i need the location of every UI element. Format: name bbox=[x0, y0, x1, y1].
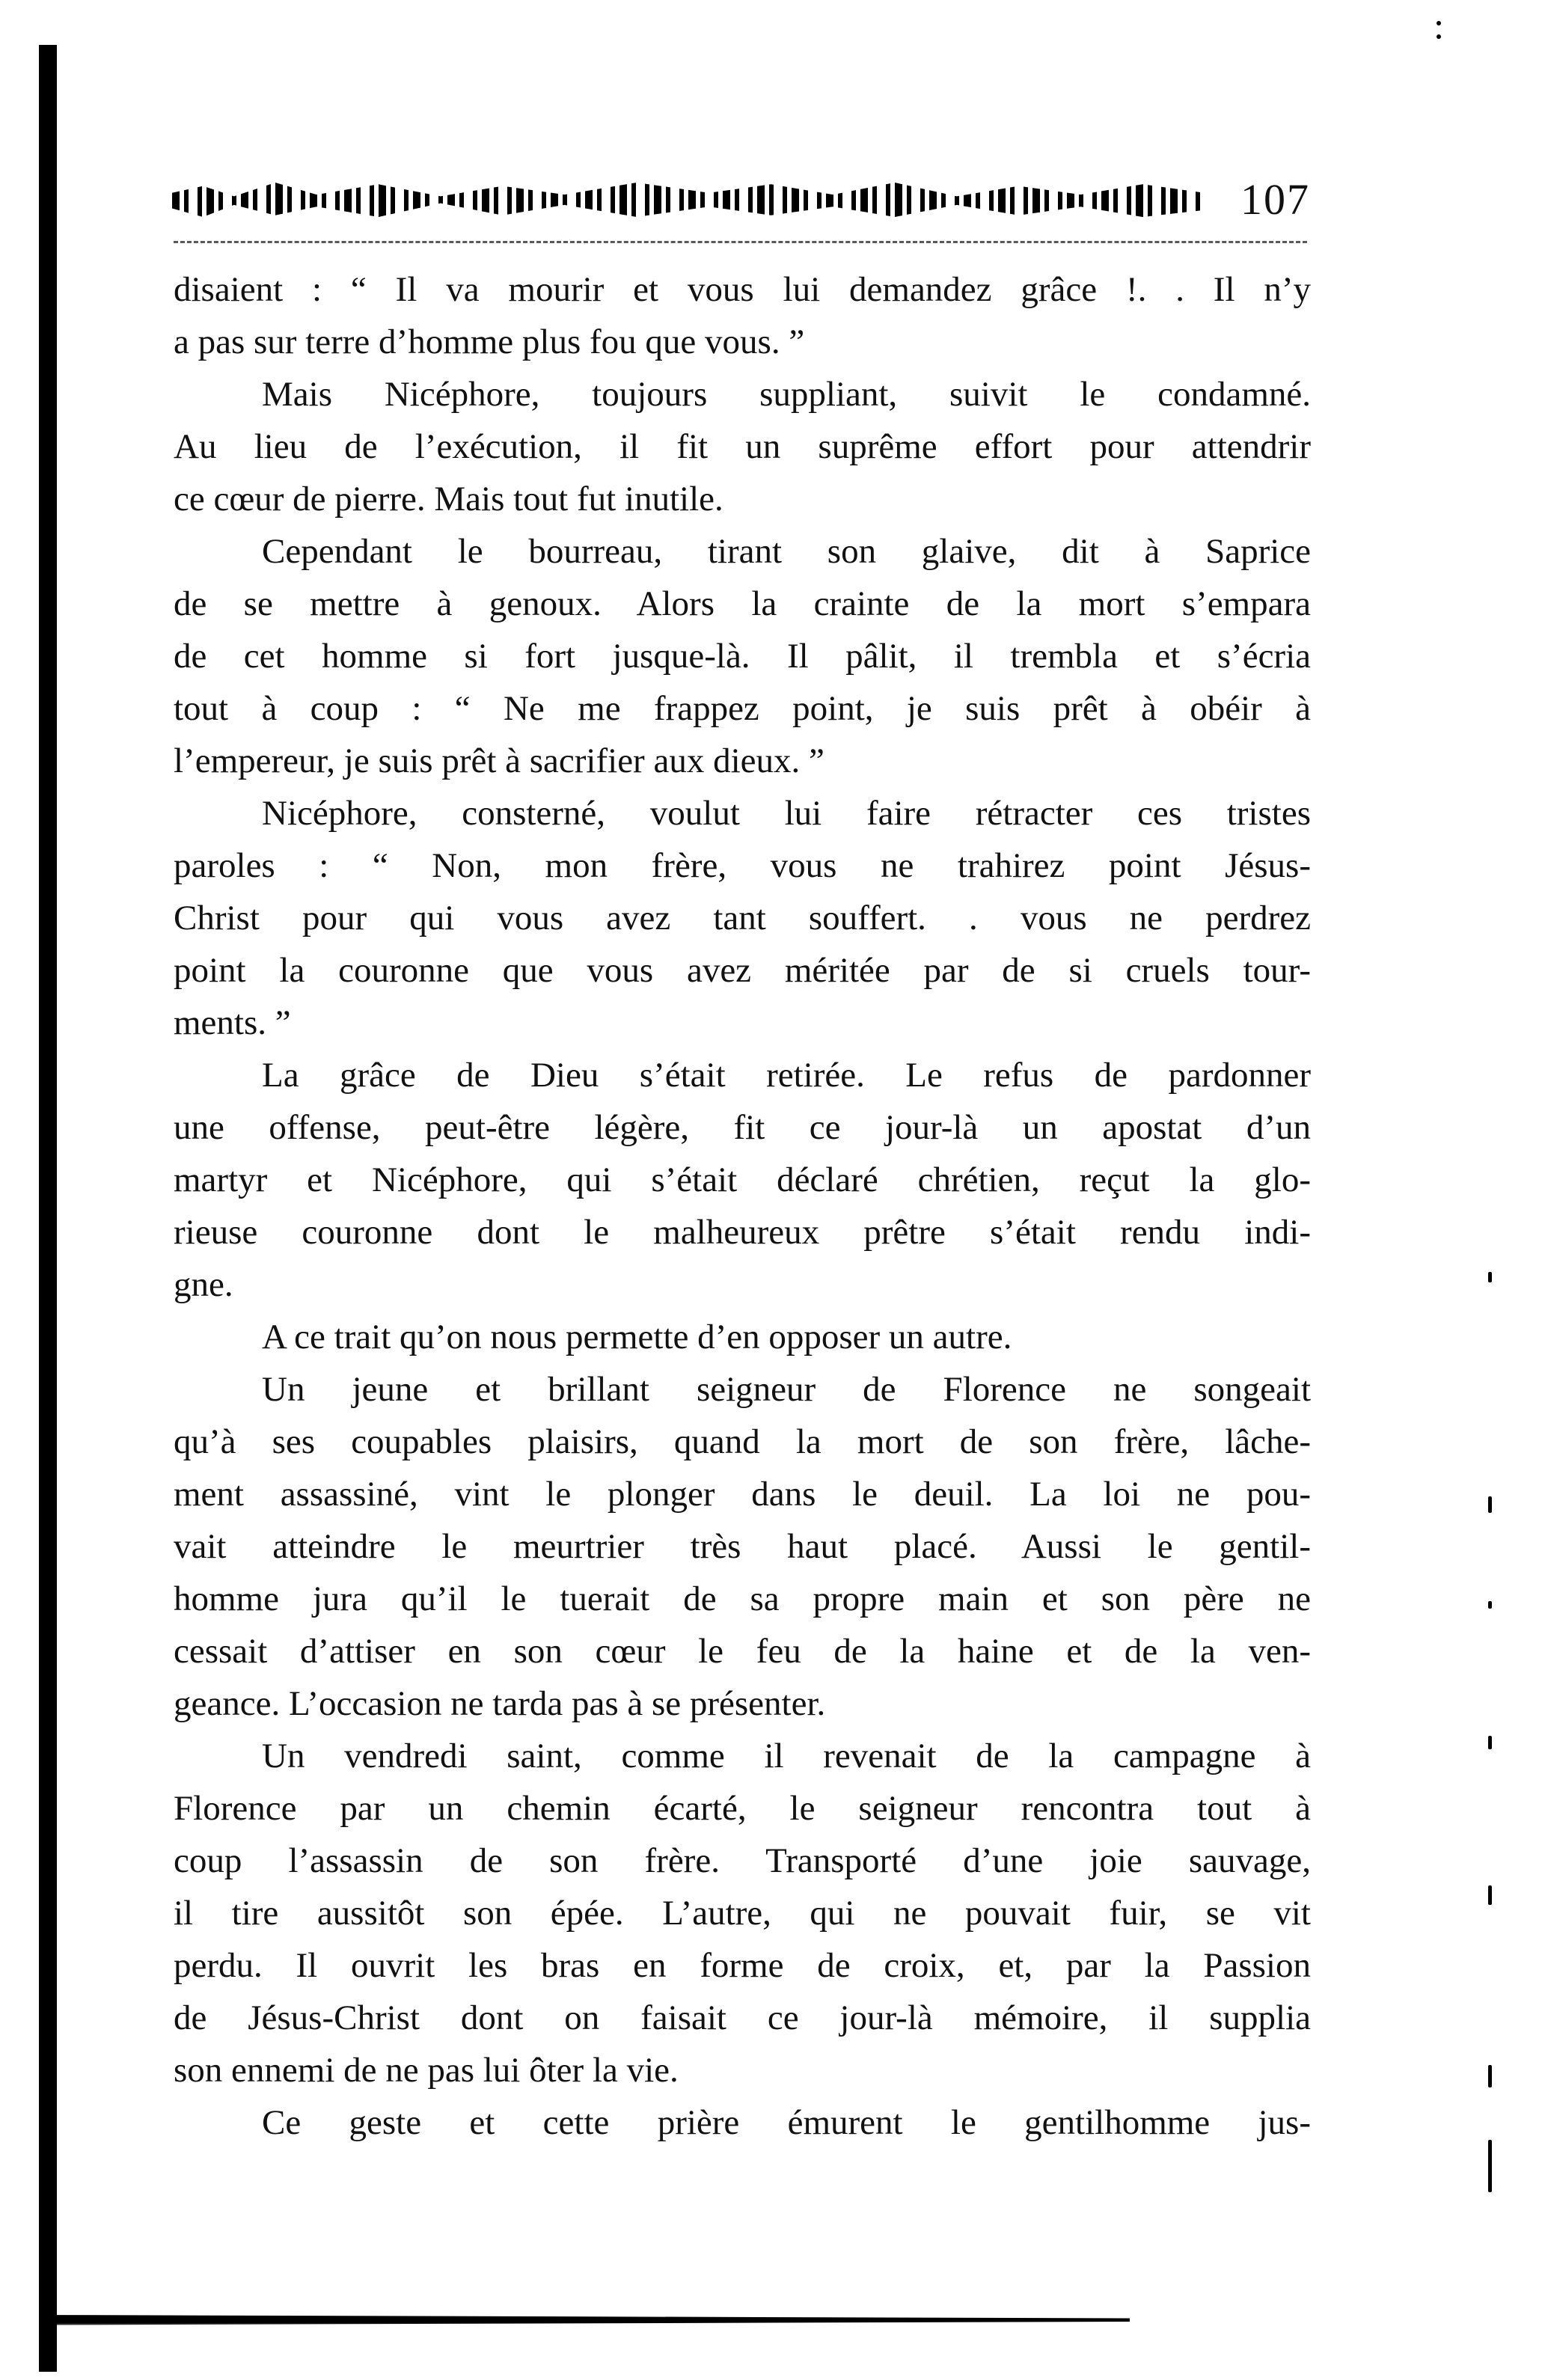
text-line: Au lieu de l’exécution, il fit un suprême effort pour attendrir bbox=[174, 427, 1311, 466]
text-line: martyr et Nicéphore, qui s’était déclaré chrétien, reçut la glo- bbox=[174, 1160, 1311, 1199]
running-head bbox=[172, 174, 1309, 226]
text-line: de Jésus-Christ dont on faisait ce jour-là mémoire, il supplia bbox=[174, 1998, 1311, 2037]
text-line: tout à coup : “ Ne me frappez point, je suis prêt à obéir à bbox=[174, 689, 1311, 728]
text-line: disaient : “ Il va mourir et vous lui demandez grâce !. . Il n’y bbox=[174, 270, 1311, 309]
header-rule bbox=[174, 241, 1307, 243]
text-line: geance. L’occasion ne tarda pas à se présenter. bbox=[174, 1684, 826, 1723]
text-line: homme jura qu’il le tuerait de sa propre main et son père ne bbox=[174, 1579, 1311, 1618]
text-line: de se mettre à genoux. Alors la crainte de la mort s’empara bbox=[174, 584, 1311, 623]
text-line: ce cœur de pierre. Mais tout fut inutile. bbox=[174, 480, 723, 518]
text-line: cessait d’attiser en son cœur le feu de la haine et de la ven- bbox=[174, 1632, 1311, 1671]
text-line: une offense, peut-être légère, fit ce jour-là un apostat d’un bbox=[174, 1108, 1311, 1147]
body-text bbox=[174, 263, 1311, 2149]
text-line: gne. bbox=[174, 1265, 233, 1304]
text-line: vait atteindre le meurtrier très haut placé. Aussi le gentil- bbox=[174, 1527, 1311, 1566]
running-head-ornament bbox=[172, 183, 1205, 217]
text-line: Ce geste et cette prière émurent le gentilhomme jus- bbox=[262, 2103, 1311, 2142]
text-line: qu’à ses coupables plaisirs, quand la mort de son frère, lâche- bbox=[174, 1422, 1311, 1461]
text-line: Nicéphore, consterné, voulut lui faire rétracter ces tristes bbox=[262, 794, 1311, 833]
edge-specks bbox=[1485, 1272, 1500, 2245]
text-line: l’empereur, je suis prêt à sacrifier aux dieux. ” bbox=[174, 741, 824, 780]
text-line: ments. ” bbox=[174, 1003, 291, 1042]
binding-shadow bbox=[39, 45, 57, 2372]
text-line: de cet homme si fort jusque-là. Il pâlit, il trembla et s’écria bbox=[174, 637, 1311, 676]
text-line: Mais Nicéphore, toujours suppliant, suivit le condamné. bbox=[262, 375, 1311, 414]
text-line: rieuse couronne dont le malheureux prêtre s’était rendu indi- bbox=[174, 1213, 1311, 1252]
text-line: Un vendredi saint, comme il revenait de la campagne à bbox=[262, 1737, 1311, 1775]
text-line: Florence par un chemin écarté, le seigneur rencontra tout à bbox=[174, 1789, 1311, 1828]
text-line: il tire aussitôt son épée. L’autre, qui ne pouvait fuir, se vit bbox=[174, 1894, 1311, 1933]
text-line: Cependant le bourreau, tirant son glaive, dit à Saprice bbox=[262, 532, 1311, 571]
text-line: coup l’assassin de son frère. Transporté d’une joie sauvage, bbox=[174, 1841, 1311, 1880]
text-line: point la couronne que vous avez méritée par de si cruels tour- bbox=[174, 951, 1311, 990]
text-line: a pas sur terre d’homme plus fou que vous. ” bbox=[174, 322, 805, 361]
text-line: La grâce de Dieu s’était retirée. Le refus de pardonner bbox=[262, 1056, 1311, 1095]
bottom-rule bbox=[52, 2308, 1130, 2331]
scan-specks bbox=[1437, 21, 1442, 43]
text-line: perdu. Il ouvrit les bras en forme de croix, et, par la Passion bbox=[174, 1946, 1311, 1985]
text-line: A ce trait qu’on nous permette d’en opposer un autre. bbox=[262, 1318, 1012, 1356]
text-line: son ennemi de ne pas lui ôter la vie. bbox=[174, 2051, 679, 2090]
page-number: 107 bbox=[1240, 175, 1310, 224]
text-line: Christ pour qui vous avez tant souffert. . vous ne perdrez bbox=[174, 899, 1311, 937]
text-line: Un jeune et brillant seigneur de Florence ne songeait bbox=[262, 1370, 1311, 1409]
text-line: ment assassiné, vint le plonger dans le deuil. La loi ne pou- bbox=[174, 1475, 1311, 1514]
text-line: paroles : “ Non, mon frère, vous ne trahirez point Jésus- bbox=[174, 846, 1311, 885]
